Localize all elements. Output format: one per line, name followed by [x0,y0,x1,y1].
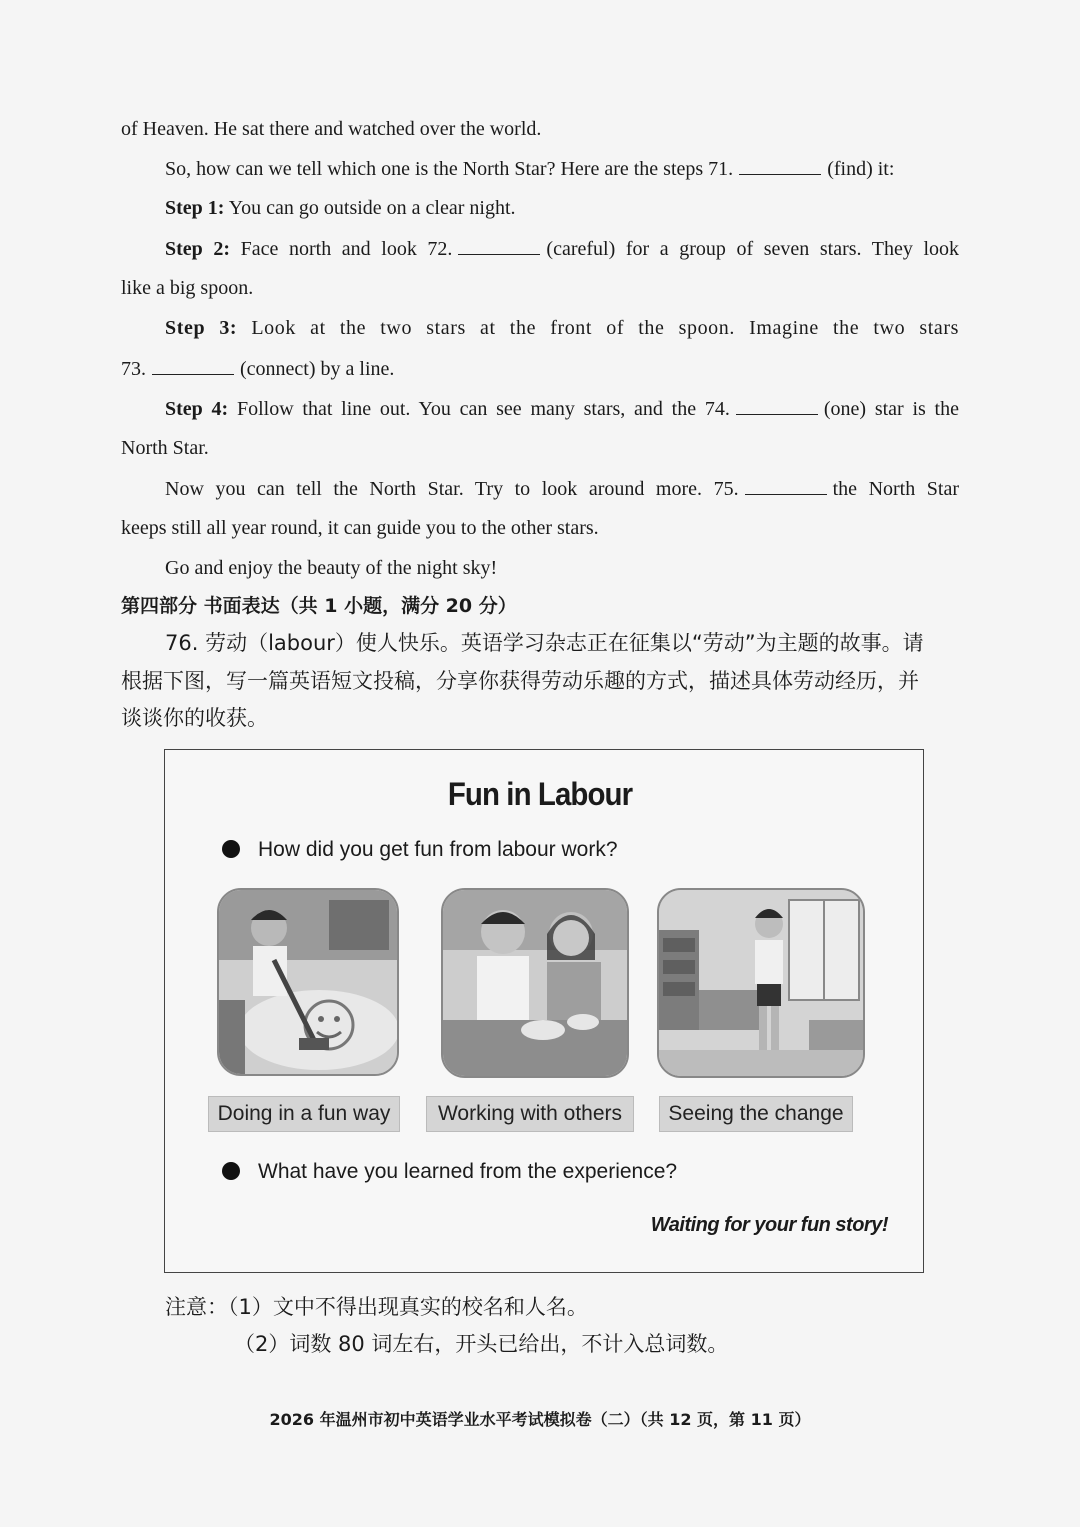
text-span: (connect) by a line. [240,358,395,380]
note-line-1: 注意：（1）文中不得出现真实的校名和人名。 [165,1295,588,1319]
blank-72 [458,236,540,255]
step-text: Follow that line out. You can see many stars, and the 74. [228,398,730,420]
poster-question-1 [222,838,618,862]
blank-74 [736,396,818,415]
step-2 [165,236,959,261]
caption-seeing-change: Seeing the change [659,1096,853,1132]
blank-75 [745,476,827,495]
step-4 [165,396,959,421]
boy-in-classroom-icon [659,890,863,1076]
blank-73 [152,356,234,375]
note-line-2: （2）词数 80 词左右，开头已给出，不计入总词数。 [234,1332,729,1356]
passage-line [165,476,959,501]
blank-71 [739,156,821,175]
step-text: (careful) for a group of seven stars. They look [546,238,959,260]
passage-line [165,156,894,181]
step-text: You can go outside on a clear night. [224,197,516,219]
question-76-line: 76. 劳动（labour）使人快乐。英语学习杂志正在征集以“劳动”为主题的故事。请 [165,631,924,655]
passage-line: of Heaven. He sat there and watched over the world. [121,118,542,140]
kids-cleaning-icon [443,890,627,1076]
text-span: (find) it: [827,158,895,180]
passage-line: Go and enjoy the beauty of the night sky! [165,557,498,579]
section-heading: 第四部分 书面表达（共 1 小题，满分 20 分） [121,595,517,617]
text-span: 73. [121,358,146,380]
step-label: Step 1: [165,197,225,219]
passage-line: keeps still all year round, it can guide you to the other stars. [121,517,599,539]
text-span: the North Star [832,478,960,500]
illustration-mopping [217,888,399,1076]
passage-line: North Star. [121,437,209,459]
caption-working-with-others: Working with others [426,1096,634,1132]
caption-fun-way: Doing in a fun way [208,1096,400,1132]
step-3 [165,316,959,340]
passage-line [121,356,394,381]
poster-closing: Waiting for your fun story! [650,1214,888,1236]
step-text: (one) star is the [823,398,959,420]
poster-title: Fun in Labour [447,776,633,812]
step-text: Look at the two stars at the front of the spoon. Imagine the two stars [237,317,959,339]
question-76-line: 谈谈你的收获。 [121,706,268,730]
question-text: What have you learned from the experience? [258,1160,678,1183]
step-label: Step 3: [165,317,238,339]
step-label: Step 4: [165,398,229,420]
illustration-clean-room [657,888,865,1078]
illustration-cleaning-together [441,888,629,1078]
passage-line: like a big spoon. [121,277,254,299]
question-text: How did you get fun from labour work? [258,838,618,861]
step-label: Step 2: [165,238,231,260]
boy-mopping-icon [219,890,397,1074]
step-1 [165,196,516,220]
text-span: So, how can we tell which one is the North Star? Here are the steps 71. [165,158,734,180]
text-span: Now you can tell the North Star. Try to look around more. 75. [165,478,739,500]
page-footer: 2026 年温州市初中英语学业水平考试模拟卷（二）（共 12 页，第 11 页） [269,1410,811,1429]
step-text: Face north and look 72. [230,238,453,260]
question-76-line: 根据下图，写一篇英语短文投稿，分享你获得劳动乐趣的方式，描述具体劳动经历，并 [121,669,919,693]
poster-question-2 [222,1160,677,1184]
bullet-icon [222,1162,240,1180]
bullet-icon [222,840,240,858]
